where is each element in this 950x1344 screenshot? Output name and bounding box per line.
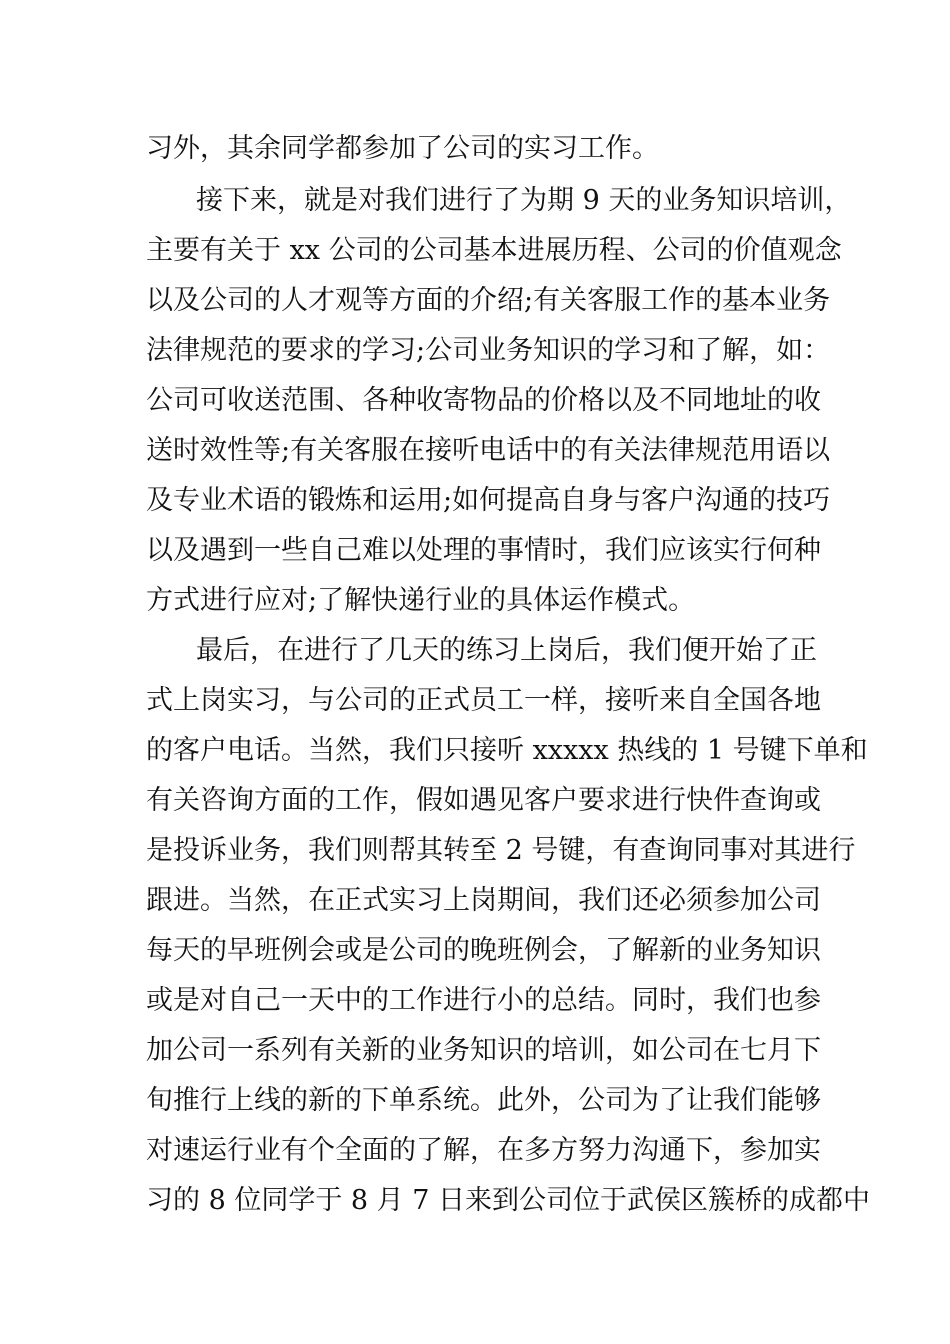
paragraph-first-line: 接下来，就是对我们进行了为期 9 天的业务知识培训， — [196, 185, 852, 216]
paragraph-first-line: 最后，在进行了几天的练习上岗后，我们便开始了正 — [196, 635, 817, 666]
text-line: 加公司一系列有关新的业务知识的培训，如公司在七月下 — [146, 1035, 821, 1066]
text-line: 送时效性等;有关客服在接听电话中的有关法律规范用语以 — [146, 435, 831, 466]
text-line: 法律规范的要求的学习;公司业务知识的学习和了解，如： — [146, 335, 831, 366]
text-line: 以及遇到一些自己难以处理的事情时，我们应该实行何种 — [146, 535, 821, 566]
text-line: 式上岗实习，与公司的正式员工一样，接听来自全国各地 — [146, 685, 821, 716]
text-line: 的客户电话。当然，我们只接听 xxxxx 热线的 1 号键下单和 — [146, 735, 868, 766]
text-line: 主要有关于 xx 公司的公司基本进展历程、公司的价值观念 — [146, 235, 842, 266]
text-line: 习的 8 位同学于 8 月 7 日来到公司位于武侯区簇桥的成都中 — [146, 1185, 871, 1216]
text-line: 跟进。当然，在正式实习上岗期间，我们还必须参加公司 — [146, 885, 821, 916]
text-line: 以及公司的人才观等方面的介绍;有关客服工作的基本业务 — [146, 285, 831, 316]
text-line: 旬推行上线的新的下单系统。此外，公司为了让我们能够 — [146, 1085, 821, 1116]
text-line: 是投诉业务，我们则帮其转至 2 号键，有查询同事对其进行 — [146, 835, 856, 866]
text-line: 方式进行应对;了解快递行业的具体运作模式。 — [146, 585, 696, 616]
text-line: 对速运行业有个全面的了解，在多方努力沟通下，参加实 — [146, 1135, 821, 1166]
text-line: 及专业术语的锻炼和运用;如何提高自身与客户沟通的技巧 — [146, 485, 831, 516]
text-line: 或是对自己一天中的工作进行小的总结。同时，我们也参 — [146, 985, 821, 1016]
text-line: 每天的早班例会或是公司的晚班例会，了解新的业务知识 — [146, 935, 821, 966]
text-line: 有关咨询方面的工作，假如遇见客户要求进行快件查询或 — [146, 785, 821, 816]
text-line: 公司可收送范围、各种收寄物品的价格以及不同地址的收 — [146, 385, 821, 416]
text-line: 习外，其余同学都参加了公司的实习工作。 — [146, 133, 659, 164]
